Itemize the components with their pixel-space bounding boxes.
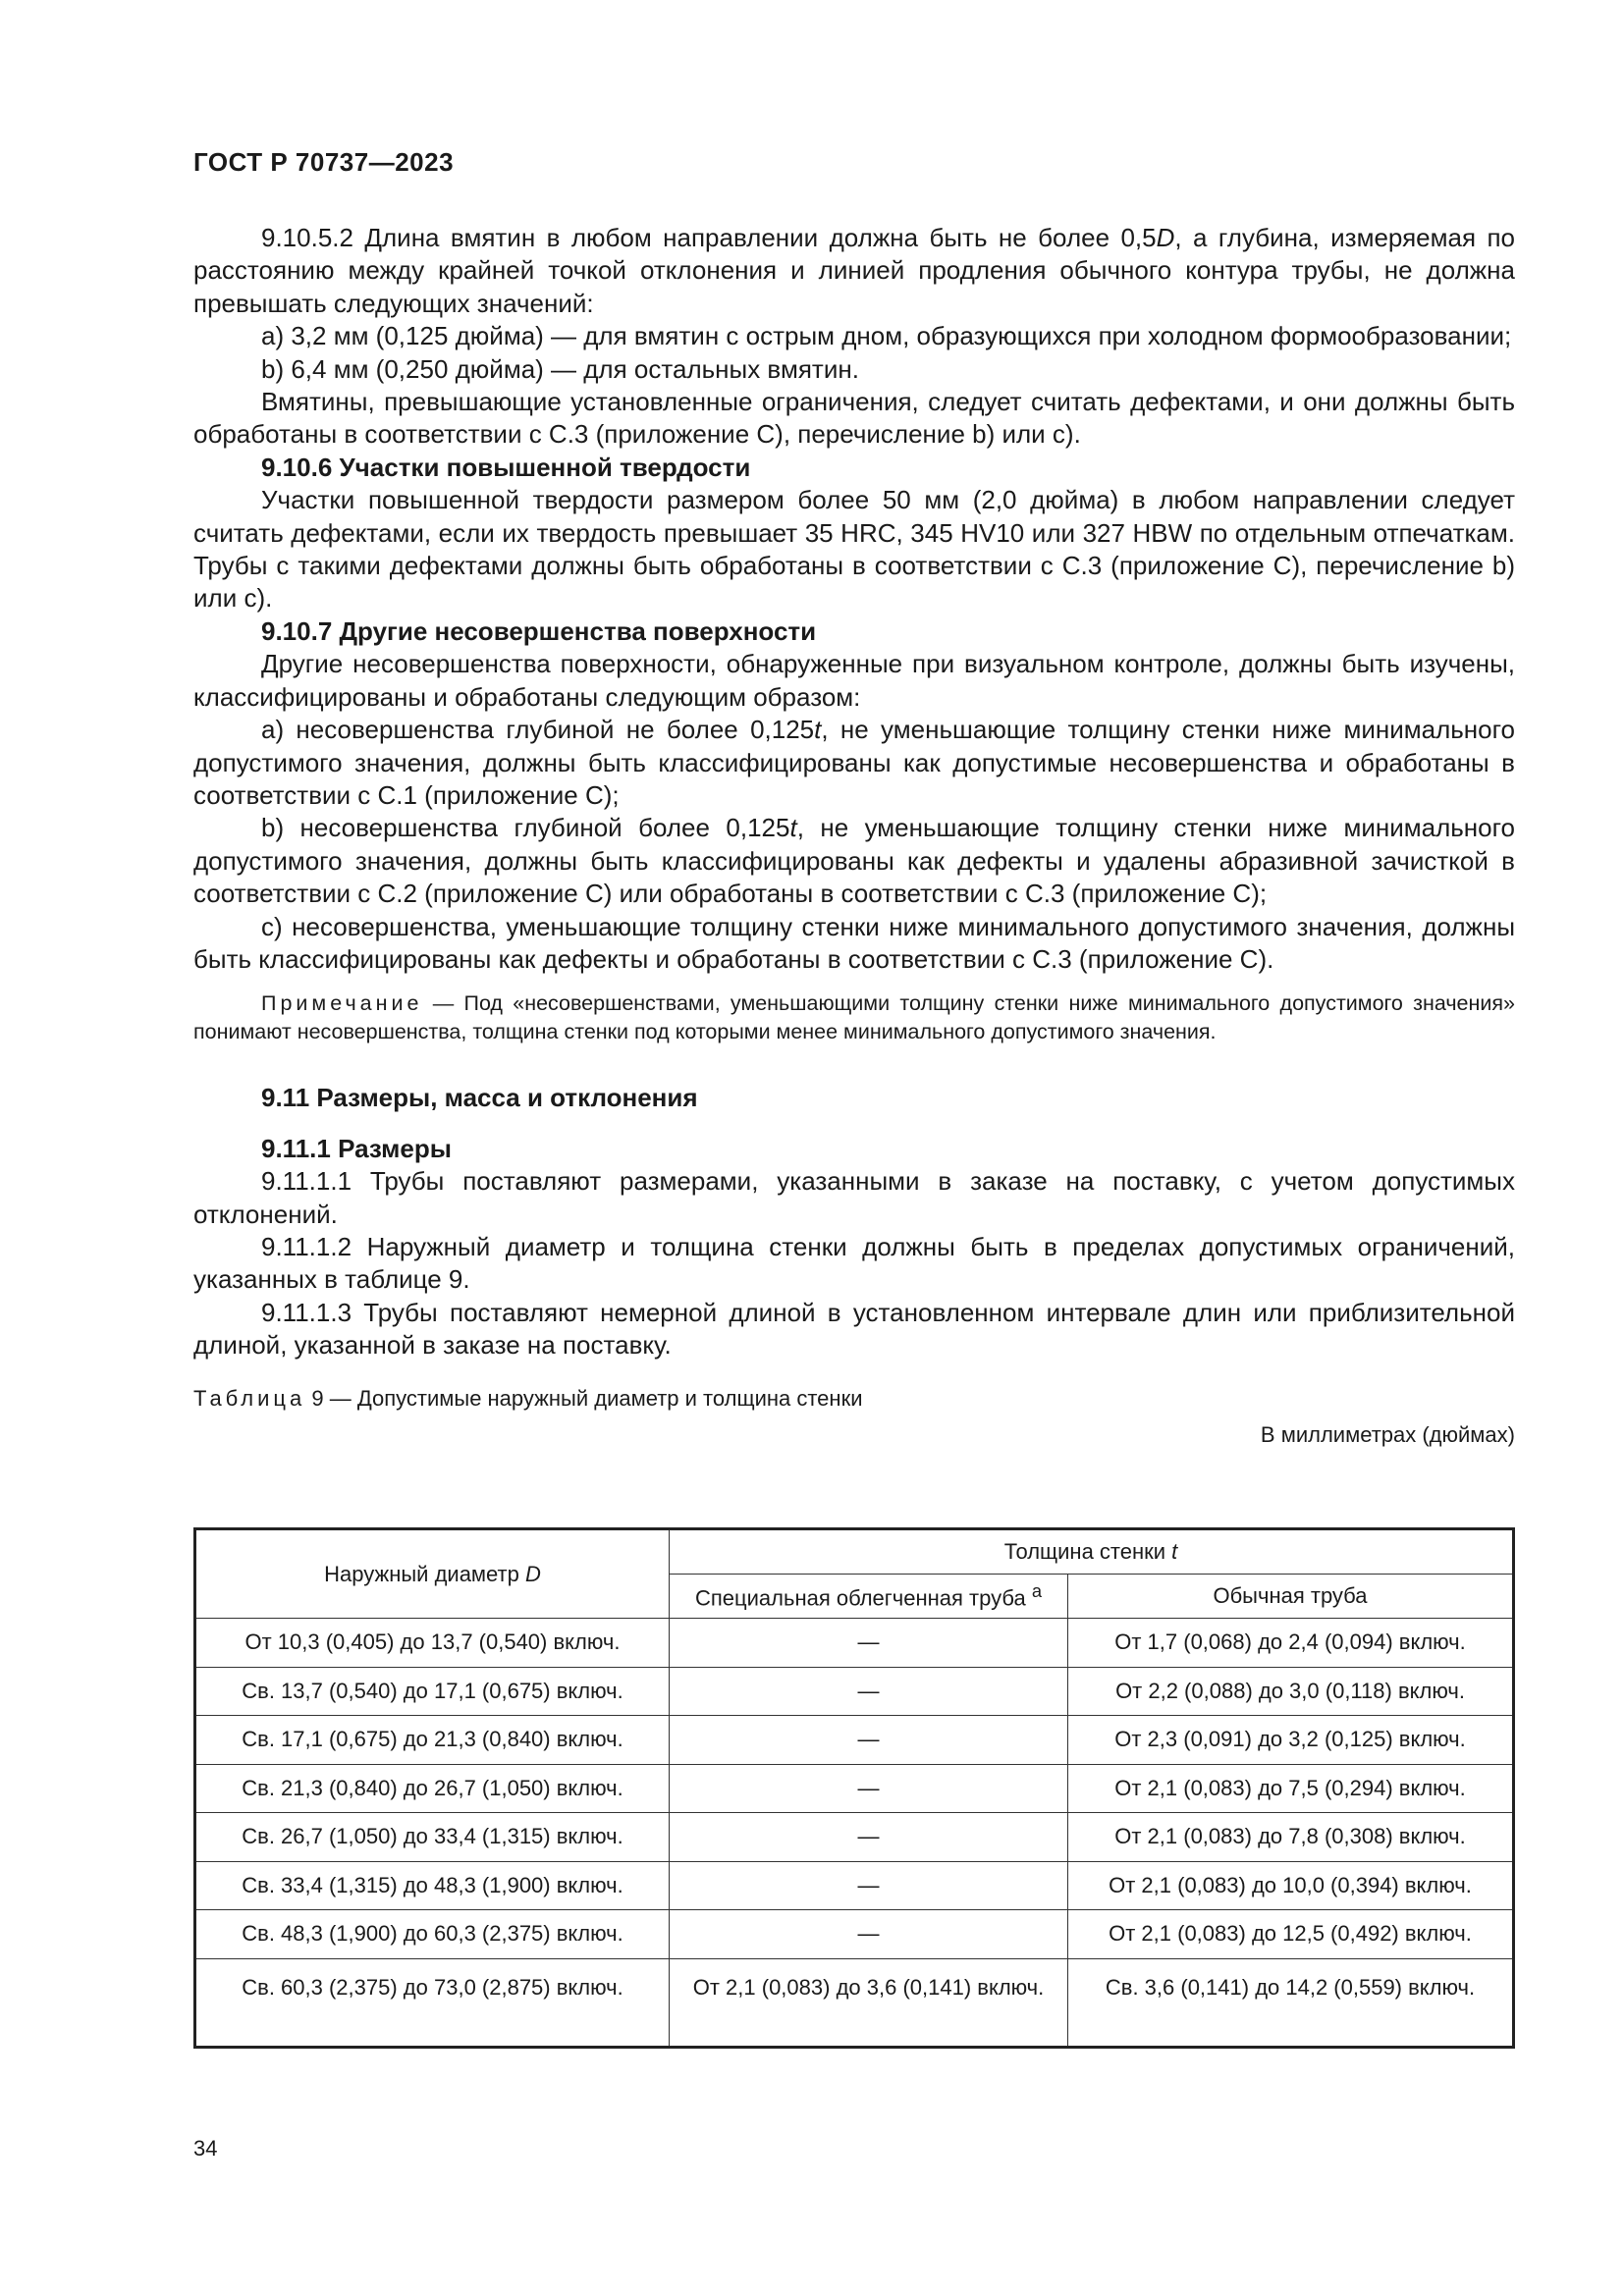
paragraph-9-11-1-3: 9.11.1.3 Трубы поставляют немерной длиной в установленном интервале длин или приблизительной длиной, указанной в заказе на поставку.	[193, 1297, 1515, 1361]
text-run: , а глубина, измеряемая по расстоянию между крайней точкой отклонения и линией продления обычного контура трубы, не должна превышать следующих значений:	[193, 223, 1515, 318]
imperfection-item-a	[193, 714, 1515, 812]
table-header-row	[195, 1529, 1514, 1575]
cell-regular: От 2,1 (0,083) до 10,0 (0,394) включ.	[1068, 1861, 1514, 1910]
paragraph-imperfections: Другие несовершенства поверхности, обнаруженные при визуальном контроле, должны быть изучены, классифицированы и обработаны следующим образом:	[193, 649, 1515, 712]
table-row	[195, 1716, 1514, 1765]
table-row	[195, 1910, 1514, 1959]
page-number: 34	[193, 2136, 218, 2161]
document-header: ГОСТ Р 70737—2023	[193, 147, 455, 177]
note	[193, 989, 1515, 1046]
cell-diameter: Св. 60,3 (2,375) до 73,0 (2,875) включ.	[195, 1958, 670, 2047]
cell-special: От 2,1 (0,083) до 3,6 (0,141) включ.	[670, 1958, 1068, 2047]
col-regular: Обычная труба	[1068, 1575, 1514, 1619]
note-text: — Под «несовершенствами, уменьшающими толщину стенки ниже минимального допустимого значения» понимают несовершенства, толщина стенки под которыми менее минимального допустимого значения.	[193, 991, 1515, 1044]
text-run: b) несовершенства глубиной более 0,125	[261, 813, 790, 843]
cell-special: —	[670, 1764, 1068, 1813]
cell-diameter: Св. 33,4 (1,315) до 48,3 (1,900) включ.	[195, 1861, 670, 1910]
text-run: , не уменьшающие толщину стенки ниже минимального допустимого значения, должны быть классифицированы как допустимые несовершенства и обработаны в соответствии с С.1 (приложение С);	[193, 715, 1515, 810]
variable-d: D	[1156, 223, 1175, 252]
text-run: Толщина стенки	[1003, 1539, 1172, 1564]
document-body	[193, 222, 1515, 1451]
variable-t: t	[1171, 1539, 1178, 1564]
imperfection-item-c: с) несовершенства, уменьшающие толщину стенки ниже минимального допустимого значения, должны быть классифицированы как дефекты и обработаны в соответствии с С.3 (приложение С).	[193, 911, 1515, 974]
paragraph-9-11-1-2: 9.11.1.2 Наружный диаметр и толщина стенки должны быть в пределах допустимых ограничений, указанных в таблице 9.	[193, 1231, 1515, 1295]
heading-9-10-7: 9.10.7 Другие несовершенства поверхности	[261, 615, 817, 646]
text-run: 9.10.5.2 Длина вмятин в любом направлении должна быть не более 0,5	[261, 223, 1157, 252]
paragraph-hardness: Участки повышенной твердости размером более 50 мм (2,0 дюйма) в любом направлении следует считать дефектами, если их твердость превышает 35 HRC, 345 HV10 или 327 HBW по отдельным отпечаткам. Трубы с такими дефектами должны быть обработаны в соответствии с С.3 (приложение С), перечисление b) или с).	[193, 485, 1515, 614]
imperfection-item-b	[193, 812, 1515, 910]
note-label: Примечание	[261, 991, 423, 1016]
table-caption-text: 9 — Допустимые наружный диаметр и толщина стенки	[305, 1385, 863, 1411]
text-run: а) несовершенства глубиной не более 0,125	[261, 715, 815, 745]
variable-t: t	[814, 715, 822, 745]
table-row	[195, 1958, 1514, 2047]
cell-diameter: Св. 13,7 (0,540) до 17,1 (0,675) включ.	[195, 1667, 670, 1716]
text-run: Специальная облегченная труба	[694, 1585, 1032, 1611]
table-9	[193, 1527, 1515, 2049]
cell-regular: От 2,1 (0,083) до 12,5 (0,492) включ.	[1068, 1910, 1514, 1959]
cell-special: —	[670, 1910, 1068, 1959]
variable-d: D	[524, 1561, 541, 1586]
text-run: , не уменьшающие толщину стенки ниже минимального допустимого значения, должны быть классифицированы как дефекты и удалены абразивной зачисткой в соответствии с С.2 (приложение С) или обработаны в соответствии с С.3 (приложение С);	[193, 813, 1515, 909]
cell-diameter: Св. 21,3 (0,840) до 26,7 (1,050) включ.	[195, 1764, 670, 1813]
cell-regular: От 2,1 (0,083) до 7,5 (0,294) включ.	[1068, 1764, 1514, 1813]
list-item-a: а) 3,2 мм (0,125 дюйма) — для вмятин с острым дном, образующихся при холодном формообразовании;	[261, 321, 1512, 351]
paragraph-9-11-1-1: 9.11.1.1 Трубы поставляют размерами, указанными в заказе на поставку, с учетом допустимых отклонений.	[193, 1166, 1515, 1229]
cell-special: —	[670, 1667, 1068, 1716]
list-item-b: b) 6,4 мм (0,250 дюйма) — для остальных вмятин.	[261, 353, 859, 384]
heading-9-10-6: 9.10.6 Участки повышенной твердости	[261, 452, 751, 482]
table-row	[195, 1764, 1514, 1813]
table-row	[195, 1861, 1514, 1910]
variable-t: t	[789, 813, 797, 843]
text-run: Наружный диаметр	[324, 1561, 525, 1586]
cell-diameter: Св. 48,3 (1,900) до 60,3 (2,375) включ.	[195, 1910, 670, 1959]
table-row	[195, 1813, 1514, 1862]
cell-regular: Св. 3,6 (0,141) до 14,2 (0,559) включ.	[1068, 1958, 1514, 2047]
heading-9-11-1: 9.11.1 Размеры	[261, 1133, 452, 1163]
cell-special: —	[670, 1716, 1068, 1765]
cell-regular: От 1,7 (0,068) до 2,4 (0,094) включ.	[1068, 1619, 1514, 1668]
paragraph-dents-defects: Вмятины, превышающие установленные ограничения, следует считать дефектами, и они должны быть обработаны в соответствии с С.3 (приложение С), перечисление b) или с).	[193, 387, 1515, 450]
footnote-mark: а	[1031, 1580, 1043, 1602]
heading-9-11: 9.11 Размеры, масса и отклонения	[261, 1083, 698, 1113]
cell-diameter: Св. 17,1 (0,675) до 21,3 (0,840) включ.	[195, 1716, 670, 1765]
cell-regular: От 2,1 (0,083) до 7,8 (0,308) включ.	[1068, 1813, 1514, 1862]
cell-regular: От 2,2 (0,088) до 3,0 (0,118) включ.	[1068, 1667, 1514, 1716]
cell-special: —	[670, 1861, 1068, 1910]
cell-regular: От 2,3 (0,091) до 3,2 (0,125) включ.	[1068, 1716, 1514, 1765]
table-row	[195, 1619, 1514, 1668]
paragraph-9-10-5-2	[193, 222, 1515, 320]
table-caption-label: Таблица	[193, 1385, 306, 1411]
table-caption	[193, 1382, 1515, 1415]
cell-diameter: Св. 26,7 (1,050) до 33,4 (1,315) включ.	[195, 1813, 670, 1862]
cell-special: —	[670, 1813, 1068, 1862]
col-special-light	[670, 1575, 1068, 1619]
table-row	[195, 1667, 1514, 1716]
cell-special: —	[670, 1619, 1068, 1668]
cell-diameter: От 10,3 (0,405) до 13,7 (0,540) включ.	[195, 1619, 670, 1668]
table-units: В миллиметрах (дюймах)	[1260, 1422, 1515, 1447]
col-outer-diameter	[195, 1529, 670, 1619]
col-group-wall-thickness	[670, 1529, 1514, 1575]
